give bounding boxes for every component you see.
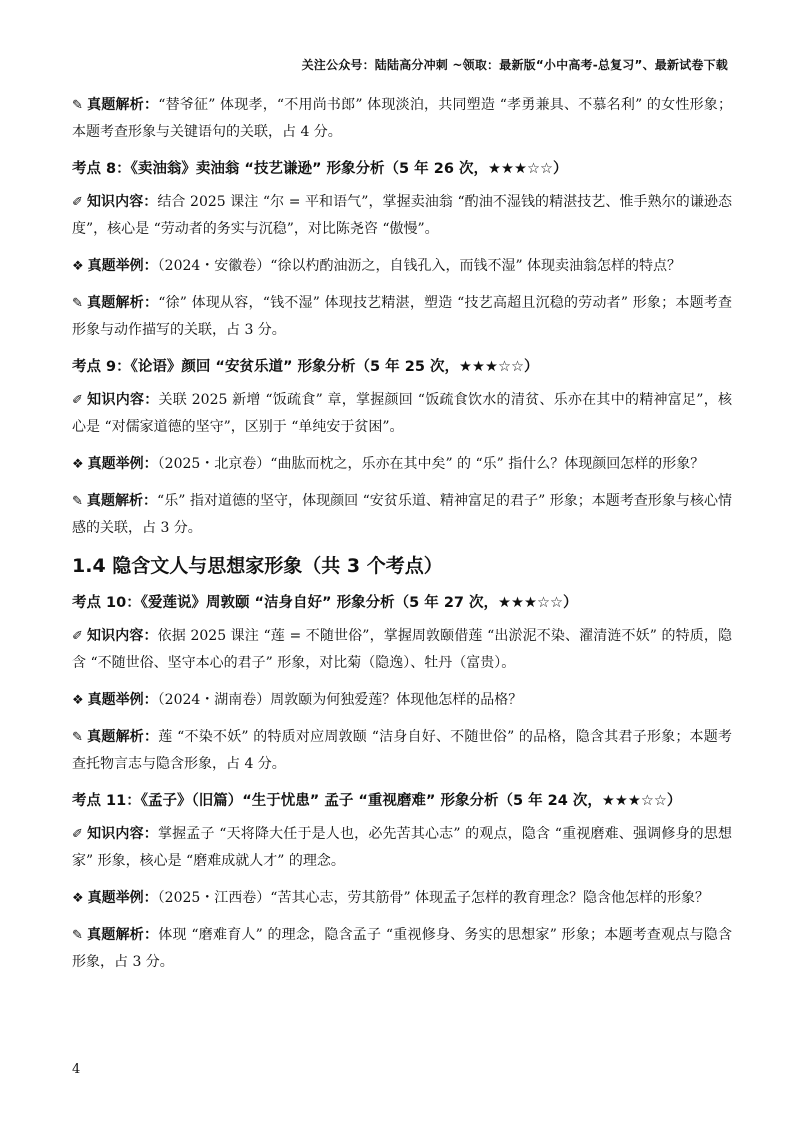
kp11-title: 考点 11：《孟子》（旧篇）“生于忧患” 孟子 “重视磨难” 形象分析（5 年 24 次，★★★☆☆） <box>72 793 682 809</box>
analysis-label: 真题解析： <box>86 295 159 311</box>
page-content <box>72 92 732 985</box>
pencil-edit-icon: ✎ <box>72 730 83 745</box>
section-title: 1.4 隐含文人与思想家形象（共 3 个考点） <box>72 555 443 577</box>
example-label: 真题举例： <box>87 692 158 708</box>
analysis-label: 真题解析： <box>86 729 159 745</box>
diamond-bullet-icon: ❖ <box>72 259 84 274</box>
knowledge-paragraph <box>72 821 732 875</box>
knowledge-text: 结合 2025 课注 “尔 = 平和语气”，掌握卖油翁 “酌油不湿钱的精湛技艺、惟手熟尔的谦逊态度”，核心是 “劳动者的务实与沉稳”，对比陈尧咨 “傲慢”。 <box>72 194 733 237</box>
knowledge-paragraph <box>72 623 732 677</box>
diamond-bullet-icon: ❖ <box>72 891 84 906</box>
pencil-icon: ✐ <box>72 393 83 408</box>
pencil-icon: ✐ <box>72 629 83 644</box>
example-paragraph <box>72 687 732 714</box>
pencil-icon: ✐ <box>72 827 83 842</box>
diamond-bullet-icon: ❖ <box>72 457 84 472</box>
page-number: 4 <box>72 1062 81 1077</box>
analysis-text: 莲 “不染不妖” 的特质对应周敦颐 “洁身自好、不随世俗” 的品格，隐含其君子形象；本题考查托物言志与隐含形象，占 4 分。 <box>72 729 733 772</box>
example-label: 真题举例： <box>87 258 158 274</box>
knowledge-label: 知识内容： <box>86 628 158 644</box>
pencil-edit-icon: ✎ <box>72 98 83 113</box>
analysis-paragraph <box>72 92 732 145</box>
pencil-edit-icon: ✎ <box>72 494 83 509</box>
analysis-text: “替爷征” 体现孝，“不用尚书郎” 体现淡泊，共同塑造 “孝勇兼具、不慕名利” 的女性形象；本题考查形象与关键语句的关联，占 4 分。 <box>72 97 732 140</box>
example-text: （2025・北京卷）“曲肱而枕之，乐亦在其中矣” 的 “乐” 指什么？体现颜回怎样的形象？ <box>157 456 705 472</box>
knowledge-label: 知识内容： <box>86 826 158 842</box>
knowledge-label: 知识内容： <box>86 194 158 210</box>
example-text: （2024・安徽卷）“徐以杓酌油沥之，自钱孔入，而钱不湿” 体现卖油翁怎样的特点？ <box>157 258 682 274</box>
knowledge-label: 知识内容： <box>86 392 159 408</box>
example-paragraph <box>72 253 732 280</box>
pencil-edit-icon: ✎ <box>72 296 83 311</box>
analysis-text: “徐” 体现从容，“钱不湿” 体现技艺精湛，塑造 “技艺高超且沉稳的劳动者” 形象；本题考查形象与动作描写的关联，占 3 分。 <box>72 295 732 338</box>
example-label: 真题举例： <box>87 456 158 472</box>
knowledge-paragraph <box>72 387 732 441</box>
knowledge-text: 关联 2025 新增 “饭疏食” 章，掌握颜回 “饭疏食饮水的清贫、乐亦在其中的精神富足”，核心是 “对儒家道德的坚守”，区别于 “单纯安于贫困”。 <box>72 392 732 435</box>
analysis-text: 体现 “磨难育人” 的理念，隐含孟子 “重视修身、务实的思想家” 形象；本题考查观点与隐含形象，占 3 分。 <box>72 927 733 970</box>
kp10-title: 考点 10：《爱莲说》周敦颐 “洁身自好” 形象分析（5 年 27 次，★★★☆☆） <box>72 595 578 611</box>
example-label: 真题举例： <box>87 890 158 906</box>
knowledge-text: 掌握孟子 “天将降大任于是人也，必先苦其心志” 的观点，隐含 “重视磨难、强调修身的思想家” 形象，核心是 “磨难成就人才” 的理念。 <box>72 826 733 869</box>
pencil-icon: ✐ <box>72 195 83 210</box>
kp9-title: 考点 9：《论语》颜回 “安贫乐道” 形象分析（5 年 25 次，★★★☆☆） <box>72 359 539 375</box>
page-header: 关注公众号：陆陆高分冲刺 ~领取：最新版“小中高考-总复习”、最新试卷下载 <box>301 58 728 72</box>
knowledge-text: 依据 2025 课注 “莲 = 不随世俗”，掌握周敦颐借莲 “出淤泥不染、濯清涟不妖” 的特质，隐含 “不随世俗、坚守本心的君子” 形象，对比菊（隐逸）、牡丹（富贵）。 <box>72 628 733 671</box>
example-text: （2024・湖南卷）周敦颐为何独爱莲？体现他怎样的品格？ <box>157 692 523 708</box>
analysis-label: 真题解析： <box>86 493 158 509</box>
analysis-paragraph <box>72 922 732 975</box>
pencil-edit-icon: ✎ <box>72 928 83 943</box>
analysis-label: 真题解析： <box>86 97 159 113</box>
knowledge-paragraph <box>72 189 732 243</box>
example-text: （2025・江西卷）“苦其心志，劳其筋骨” 体现孟子怎样的教育理念？隐含他怎样的形象？ <box>157 890 710 906</box>
analysis-paragraph <box>72 290 732 343</box>
analysis-paragraph <box>72 724 732 777</box>
analysis-paragraph <box>72 488 732 541</box>
example-paragraph <box>72 885 732 912</box>
analysis-label: 真题解析： <box>86 927 159 943</box>
analysis-text: “乐” 指对道德的坚守，体现颜回 “安贫乐道、精神富足的君子” 形象；本题考查形象与核心情感的关联，占 3 分。 <box>72 493 732 536</box>
diamond-bullet-icon: ❖ <box>72 693 84 708</box>
example-paragraph <box>72 451 732 478</box>
kp8-title: 考点 8：《卖油翁》卖油翁 “技艺谦逊” 形象分析（5 年 26 次，★★★☆☆） <box>72 161 568 177</box>
